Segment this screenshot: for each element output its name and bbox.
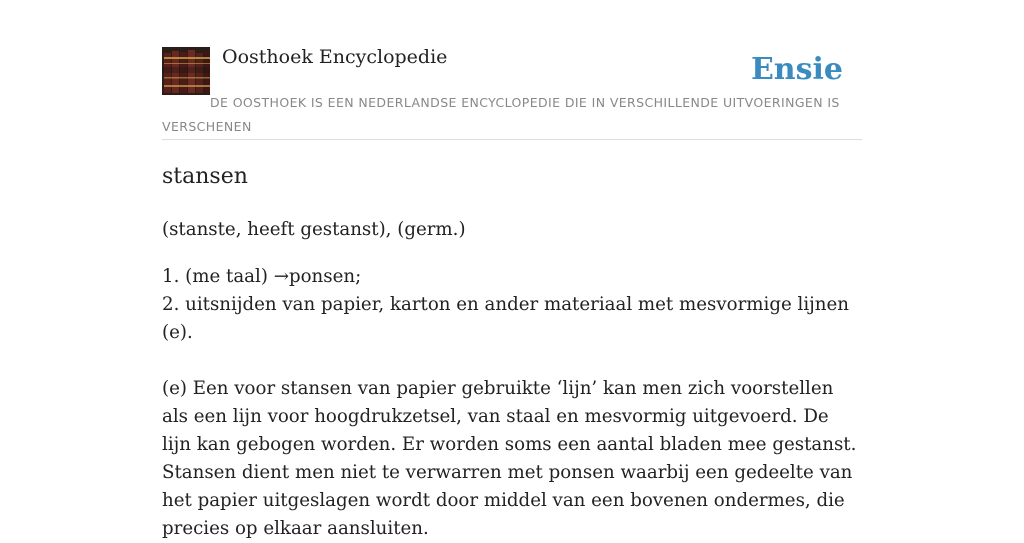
definition-item: 1. (me taal) →ponsen;: [162, 266, 362, 287]
brand-logo-link[interactable]: Ensie: [750, 52, 843, 87]
entry-explanation: (e) Een voor stansen van papier gebruikte ‘lijn’ kan men zich voorstellen als een lijn voor hoogdrukzetsel, van staal en mesvormig uitgevoerd. De lijn kan gebogen worden. Er worden soms een aantal bladen mee gestanst. Stansen dient men niet te verwarren met ponsen waarbij een gedeelte van het papier uitgeslagen wordt door middel van een bovenen ondermes, die precies op elkaar aansluiten.: [162, 378, 857, 539]
avatar[interactable]: [162, 47, 210, 95]
entry-content: [162, 216, 862, 543]
site-subtitle: DE OOSTHOEK IS EEN NEDERLANDSE ENCYCLOPEDIE DIE IN VERSCHILLENDE UITVOERINGEN IS VERSCHENEN: [162, 95, 840, 134]
entry-grammar: (stanste, heeft gestanst), (germ.): [162, 219, 466, 240]
definition-list: [162, 263, 862, 347]
definition-item: 2. uitsnijden van papier, karton en ander materiaal met mesvormige lijnen (e).: [162, 294, 849, 343]
entry-headword: stansen: [162, 164, 248, 189]
header-divider: [162, 139, 862, 140]
site-title-link[interactable]: Oosthoek Encyclopedie: [222, 46, 448, 68]
book-spines-icon: [162, 47, 210, 95]
